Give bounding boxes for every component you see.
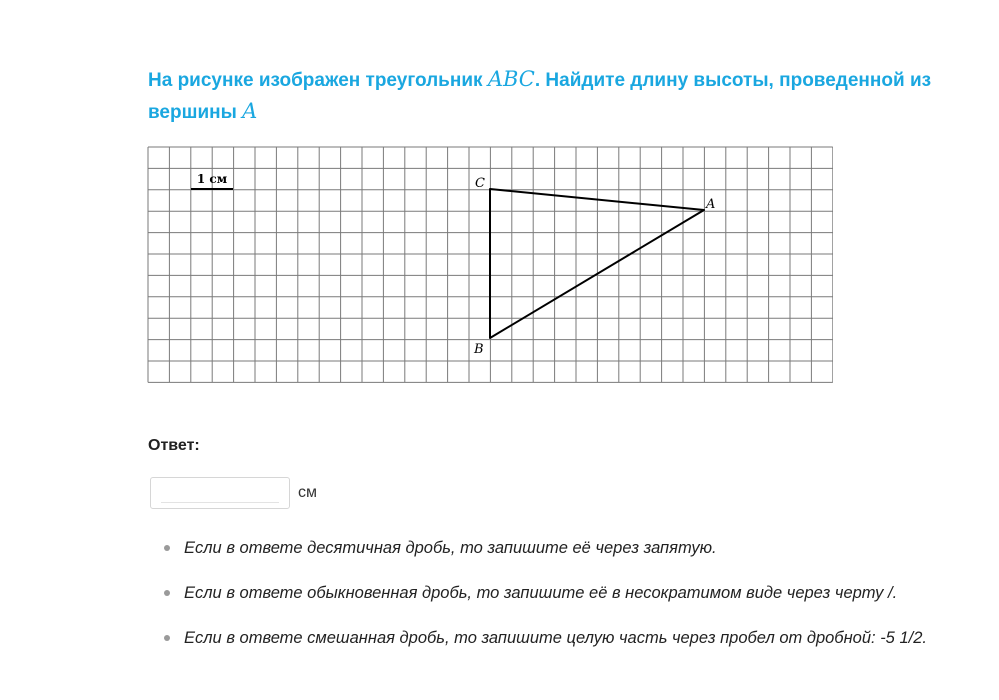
hint-item	[164, 532, 984, 564]
answer-box[interactable]	[150, 477, 290, 509]
answer-row	[150, 476, 317, 510]
scale-label: 1 см	[196, 172, 228, 186]
bullet-icon	[164, 590, 170, 596]
title-middle: . Найдите длину высоты, проведенной из вершины	[148, 70, 932, 123]
vertex-label-c: C	[475, 176, 485, 191]
answer-unit: см	[298, 484, 317, 501]
hint-item	[164, 577, 984, 609]
grid-svg	[147, 146, 833, 383]
hint-text: Если в ответе смешанная дробь, то запишите целую часть через пробел от дробной: -5 1/2.	[184, 629, 927, 647]
hint-item	[164, 622, 984, 654]
vertex-label-b: B	[474, 342, 484, 357]
hint-list	[164, 532, 984, 667]
hint-text: Если в ответе обыкновенная дробь, то запишите её в несократимом виде через черту /.	[184, 584, 898, 602]
answer-input[interactable]	[161, 482, 279, 503]
title-prefix: На рисунке изображен треугольник	[148, 70, 488, 91]
title-math-a: A	[242, 99, 258, 123]
bullet-icon	[164, 545, 170, 551]
title-math-abc: ABC	[487, 67, 535, 91]
hint-text: Если в ответе десятичная дробь, то запишите её через запятую.	[184, 539, 717, 557]
task-title	[148, 64, 948, 128]
vertex-label-a: A	[706, 197, 716, 212]
bullet-icon	[164, 635, 170, 641]
grid-figure	[147, 146, 833, 383]
answer-label: Ответ:	[148, 437, 200, 454]
